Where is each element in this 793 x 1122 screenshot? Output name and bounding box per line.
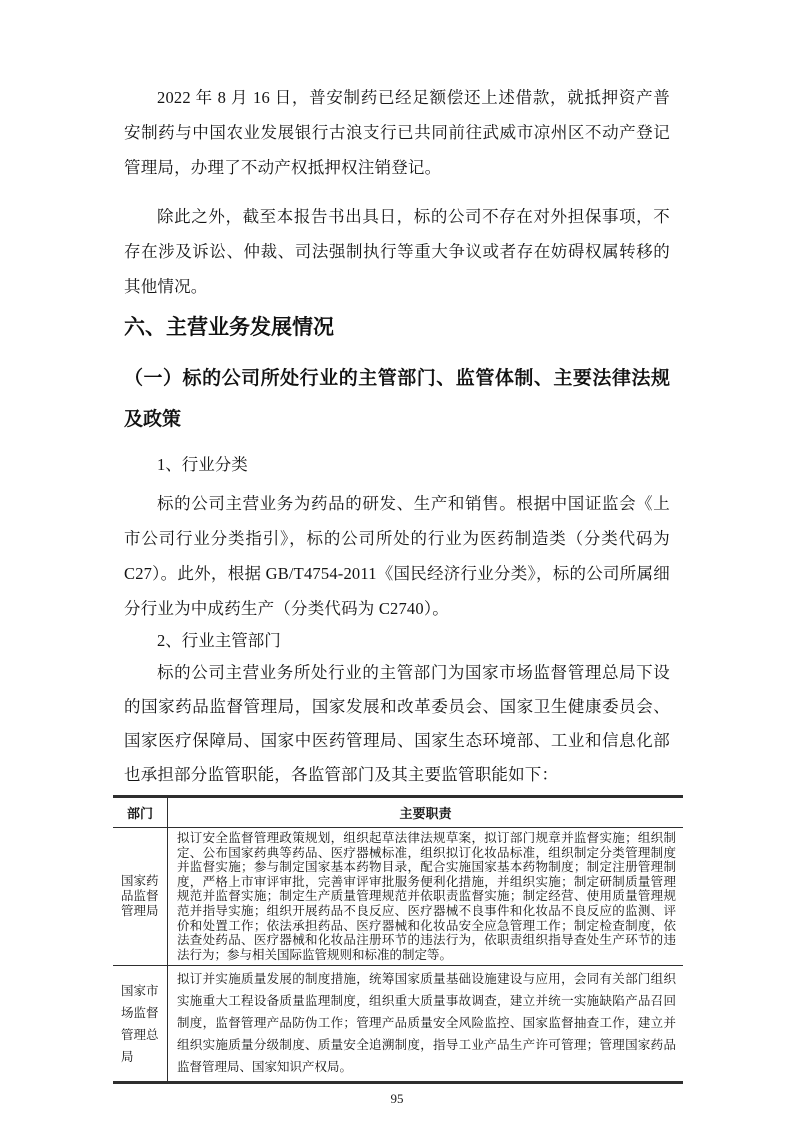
- paragraph-industry-classification: 标的公司主营业务为药品的研发、生产和销售。根据中国证监会《上市公司行业分类指引》，标的公司所处的行业为医药制造类（分类代码为 C27）。此外，根据 GB/T4754-2011《国民经济行业分类》，标的公司所属细分行业为中成药生产（分类代码为 C2740）。: [124, 494, 670, 618]
- table-row: [113, 966, 683, 1083]
- numbered-item-industry-regulator: 2、行业主管部门: [157, 631, 281, 650]
- paragraph-industry-regulator: 标的公司主营业务所处行业的主管部门为国家市场监督管理总局下设的国家药品监督管理局，国家发展和改革委员会、国家卫生健康委员会、国家医疗保障局、国家中医药管理局、国家生态环境部、工业和信息化部也承担部分监管职能，各监管部门及其主要监管职能如下：: [124, 663, 670, 784]
- table-header-row: [113, 797, 683, 828]
- table-header-department: 部门: [113, 797, 168, 828]
- page-number: 95: [390, 1091, 404, 1107]
- paragraph-no-guarantee: 除此之外，截至本报告书出具日，标的公司不存在对外担保事项，不存在涉及诉讼、仲裁、司法强制执行等重大争议或者存在妨碍权属转移的其他情况。: [124, 207, 670, 296]
- department-name-cell: 国家药品监督管理局: [113, 828, 168, 966]
- table-header-duties: 主要职责: [168, 797, 684, 828]
- department-name-cell: 国家市场监督管理总局: [113, 966, 168, 1083]
- subsection-heading-regulators: （一）标的公司所处行业的主管部门、监管体制、主要法律法规及政策: [124, 368, 670, 430]
- section-heading-main-business: 六、主营业务发展情况: [124, 316, 334, 339]
- numbered-item-industry-classification: 1、行业分类: [157, 455, 248, 474]
- department-duty-cell: 拟订并实施质量发展的制度措施，统筹国家质量基础设施建设与应用，会同有关部门组织实施重大工程设备质量监理制度，组织重大质量事故调查，建立并统一实施缺陷产品召回制度，监督管理产品防伪工作；管理产品质量安全风险监控、国家监督抽查工作，建立并组织实施质量分级制度、质量安全追溯制度，指导工业产品生产许可管理；管理国家药品监督管理局、国家知识产权局。: [168, 966, 684, 1083]
- table-row: [113, 828, 683, 966]
- paragraph-mortgage-release: 2022 年 8 月 16 日，普安制药已经足额偿还上述借款，就抵押资产普安制药与中国农业发展银行古浪支行已共同前往武威市凉州区不动产登记管理局，办理了不动产权抵押权注销登记。: [124, 88, 670, 177]
- department-duty-cell: 拟订安全监督管理政策规划，组织起草法律法规草案，拟订部门规章并监督实施；组织制定、公布国家药典等药品、医疗器械标准，组织拟订化妆品标准，组织制定分类管理制度并监督实施；参与制定国家基本药物目录，配合实施国家基本药物制度；制定注册管理制度，严格上市审评审批，完善审评审批服务便利化措施，并组织实施；制定研制质量管理规范并监督实施；制定生产质量管理规范并依职责监督实施；制定经营、使用质量管理规范并指导实施；组织开展药品不良反应、医疗器械不良事件和化妆品不良反应的监测、评价和处置工作；依法承担药品、医疗器械和化妆品安全应急管理工作；制定检查制度，依法查处药品、医疗器械和化妆品注册环节的违法行为，依职责组织指导查处生产环节的违法行为；参与相关国际监管规则和标准的制定等。: [177, 831, 676, 962]
- regulator-duties-table: [113, 795, 683, 1084]
